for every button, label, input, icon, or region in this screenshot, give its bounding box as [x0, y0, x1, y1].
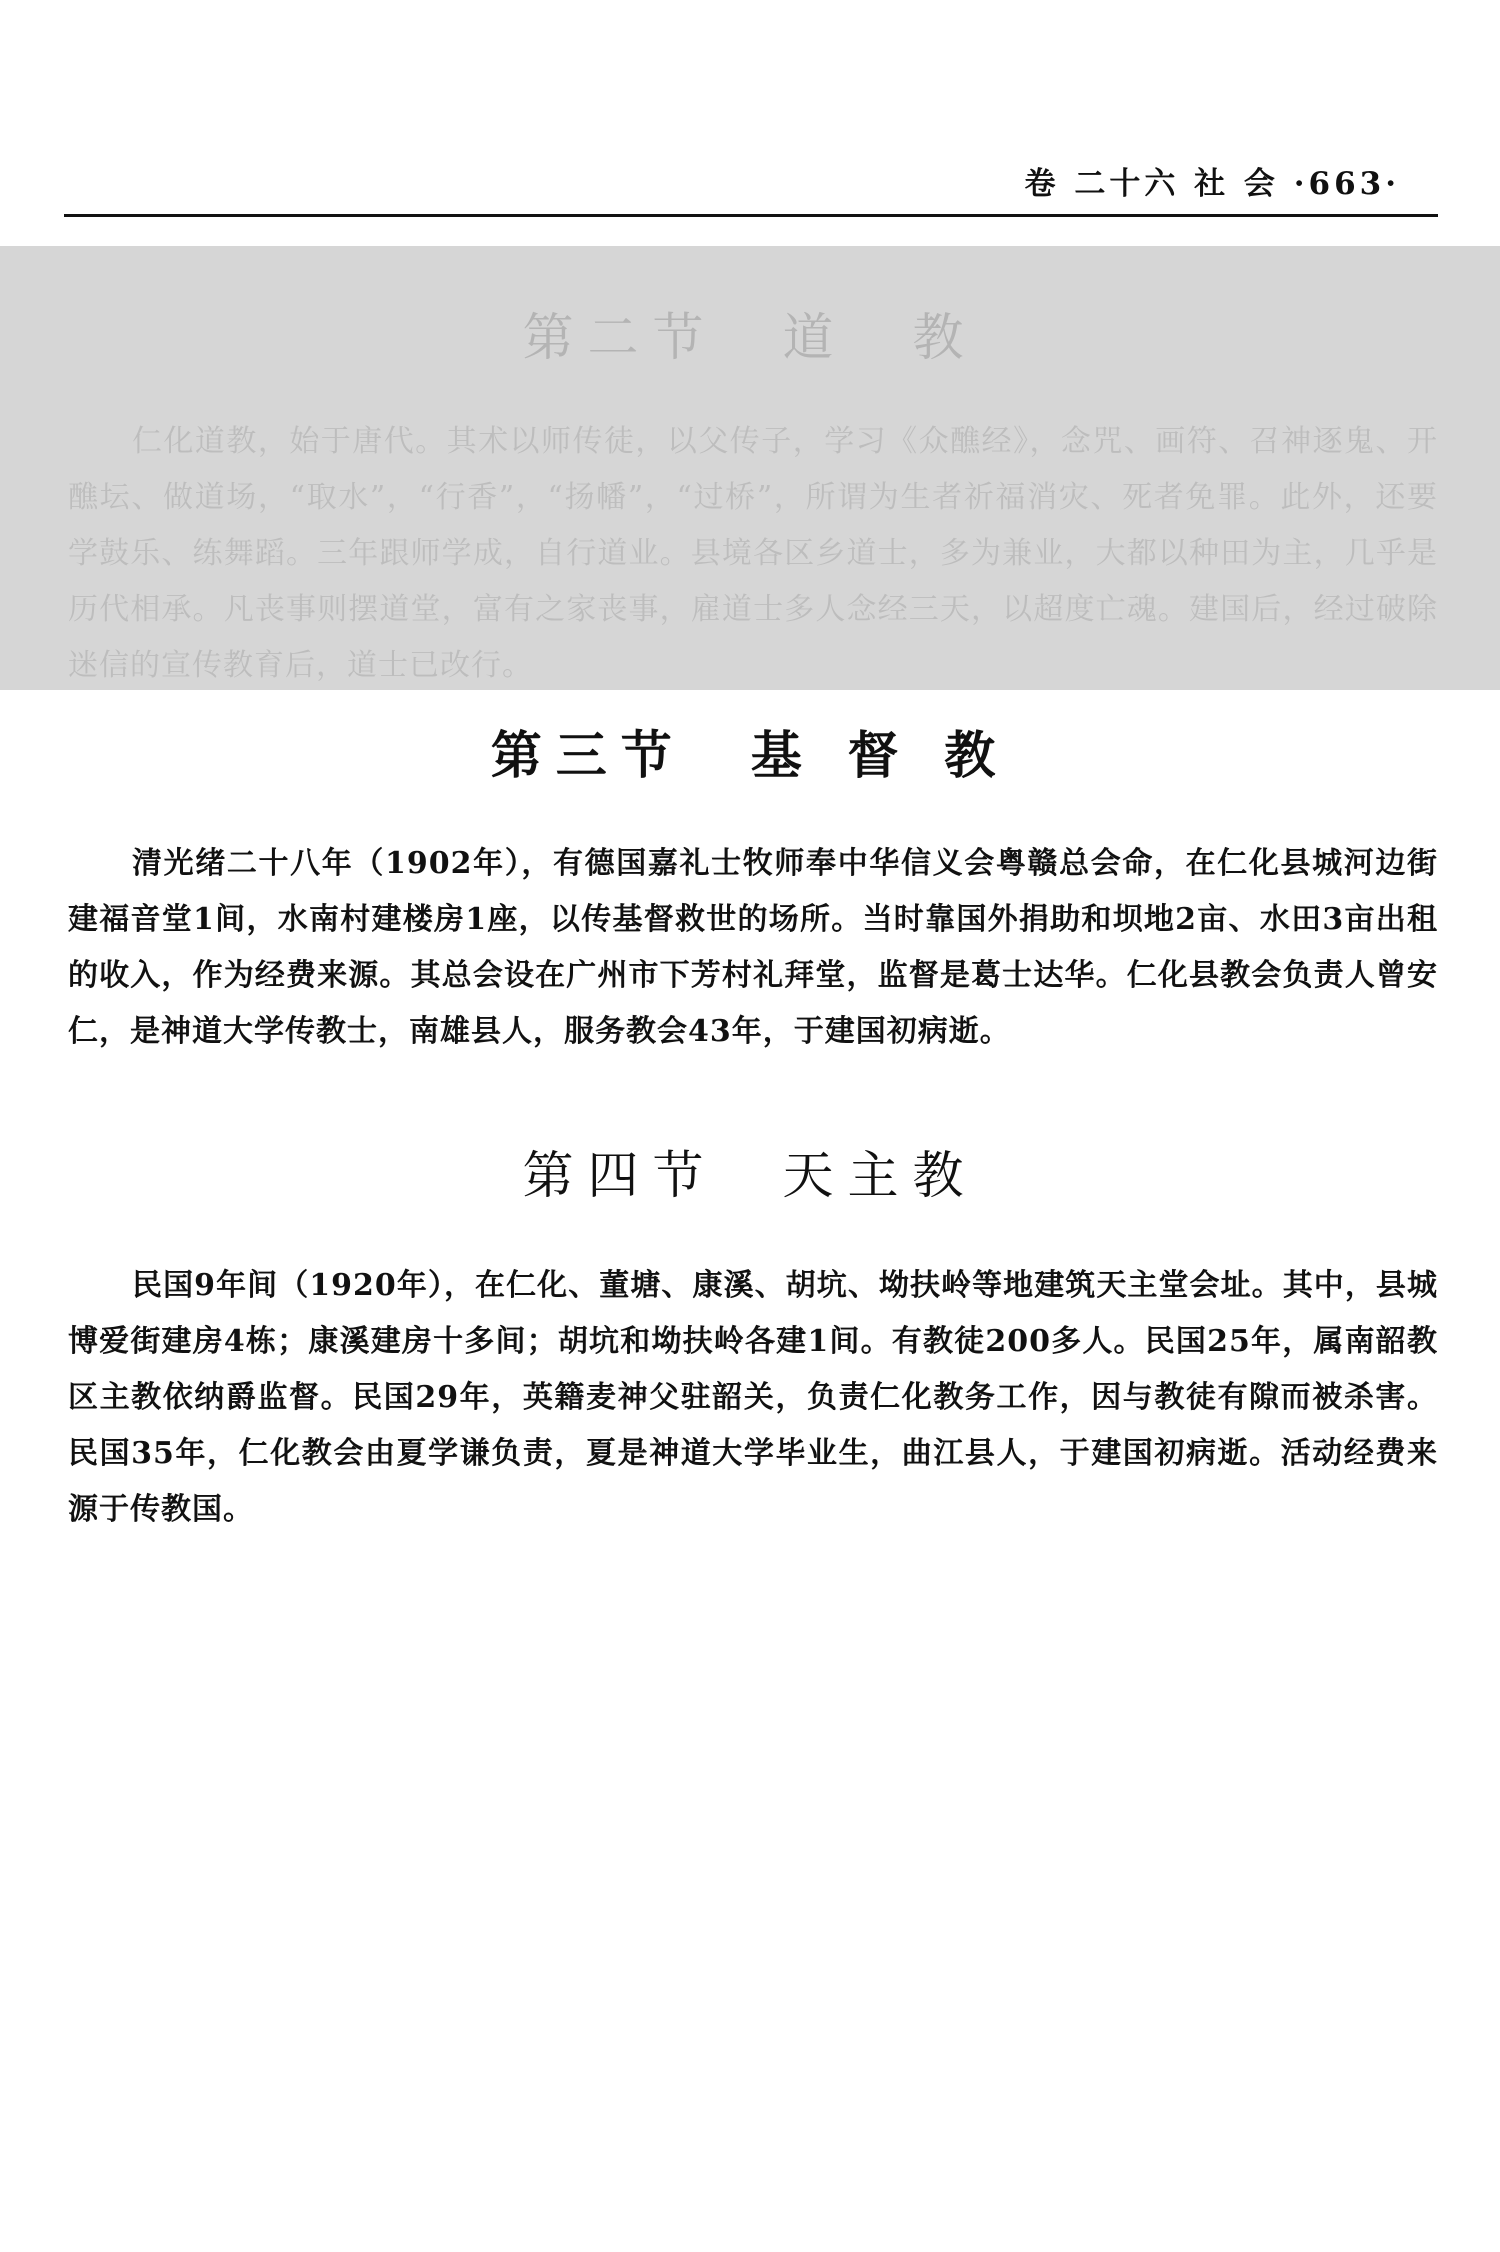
section-title-catholicism: 第四节 天主教: [522, 1147, 978, 1206]
section-body-daoism: 仁化道教，始于唐代。其术以师传徒，以父传子，学习《众醮经》，念咒、画符、召神逐鬼、开醮坛、做道场，“取水”，“行香”，“扬幡”，“过桥”，所谓为生者祈福消灾、死者免罪。此外，还要学鼓乐、练舞蹈。三年跟师学成，自行道业。县境各区乡道士，多为兼业，大都以种田为主，几乎是历代相承。凡丧事则摆道堂，富有之家丧事，雇道士多人念经三天，以超度亡魂。建国后，经过破除迷信的宣传教育后，道士已改行。: [68, 424, 1438, 683]
section-title-christianity: 第三节 基 督 教: [490, 726, 1010, 786]
section-title-daoism: 第二节 道 教: [522, 309, 978, 368]
section-body-christianity: 清光绪二十八年（1902年），有德国嘉礼士牧师奉中华信义会粤赣总会命，在仁化县城河边街建福音堂1间，水南村建楼房1座，以传基督救世的场所。当时靠国外捐助和坝地2亩、水田3亩出租的收入，作为经费来源。其总会设在广州市下芳村礼拜堂，监督是葛士达华。仁化县教会负责人曾安仁，是神道大学传教士，南雄县人，服务教会43年，于建国初病逝。: [68, 846, 1438, 1049]
header-rule: [64, 214, 1438, 217]
section-body-catholicism: 民国9年间（1920年），在仁化、董塘、康溪、胡坑、坳扶岭等地建筑天主堂会址。其中，县城博爱街建房4栋；康溪建房十多间；胡坑和坳扶岭各建1间。有教徒200多人。民国25年，属南韶教区主教依纳爵监督。民国29年，英籍麦神父驻韶关，负责仁化教务工作，因与教徒有隙而被杀害。民国35年，仁化教会由夏学谦负责，夏是神道大学毕业生，曲江县人，于建国初病逝。活动经费来源于传教国。: [68, 1268, 1438, 1527]
running-head: 卷 二十六 社 会 ·663·: [1024, 166, 1400, 202]
